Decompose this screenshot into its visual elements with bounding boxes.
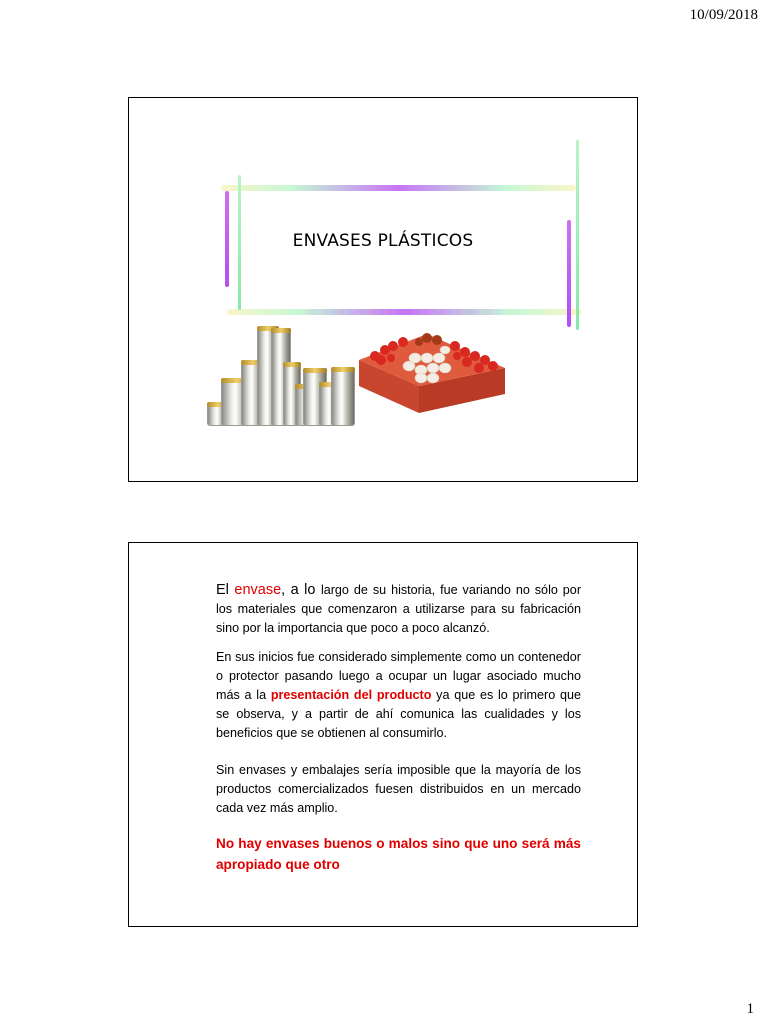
frame-top-line [221, 185, 576, 191]
paragraph-envase-origins [216, 648, 581, 743]
cans-image [207, 326, 357, 426]
paragraph-conclusion: No hay envases buenos o malos sino que uno será más apropiado que otro [216, 836, 581, 872]
page-number: 1 [746, 1001, 754, 1017]
date-header: 10/09/2018 [689, 7, 758, 23]
paragraph-envase-history [216, 581, 581, 638]
text-a-lo: , a lo [281, 582, 321, 598]
text-origins-after: ya que es lo primero que se observa, y a partir de ahí comunica las cualidades y los beneficios que se obtienen al consumirlo. [216, 688, 581, 740]
slide-title-text: ENVASES PLÁSTICOS [292, 231, 474, 251]
text-envase-highlight: envase [234, 582, 282, 598]
frame-bottom-line [227, 309, 582, 315]
text-el: El [216, 582, 235, 598]
text-presentacion-highlight: presentación del producto [270, 688, 432, 702]
slide-title [128, 97, 638, 482]
text-history-rest: largo de su historia, fue variando no sólo por los materiales que comenzaron a utilizarse para su fabricación sino por la importancia que poco a poco alcanzó. [216, 583, 582, 635]
produce-crates-image [357, 328, 507, 423]
text-origins-before: En sus inicios fue considerado simplemente como un contenedor o protector pasando luego a ocupar un lugar asociado mucho más a la [216, 650, 581, 702]
paragraph-envase-distribution: Sin envases y embalajes sería imposible que la mayoría de los productos comercializados fuesen distribuidos en un mercado cada vez más amplio. [216, 763, 581, 815]
slide-content [128, 542, 638, 927]
